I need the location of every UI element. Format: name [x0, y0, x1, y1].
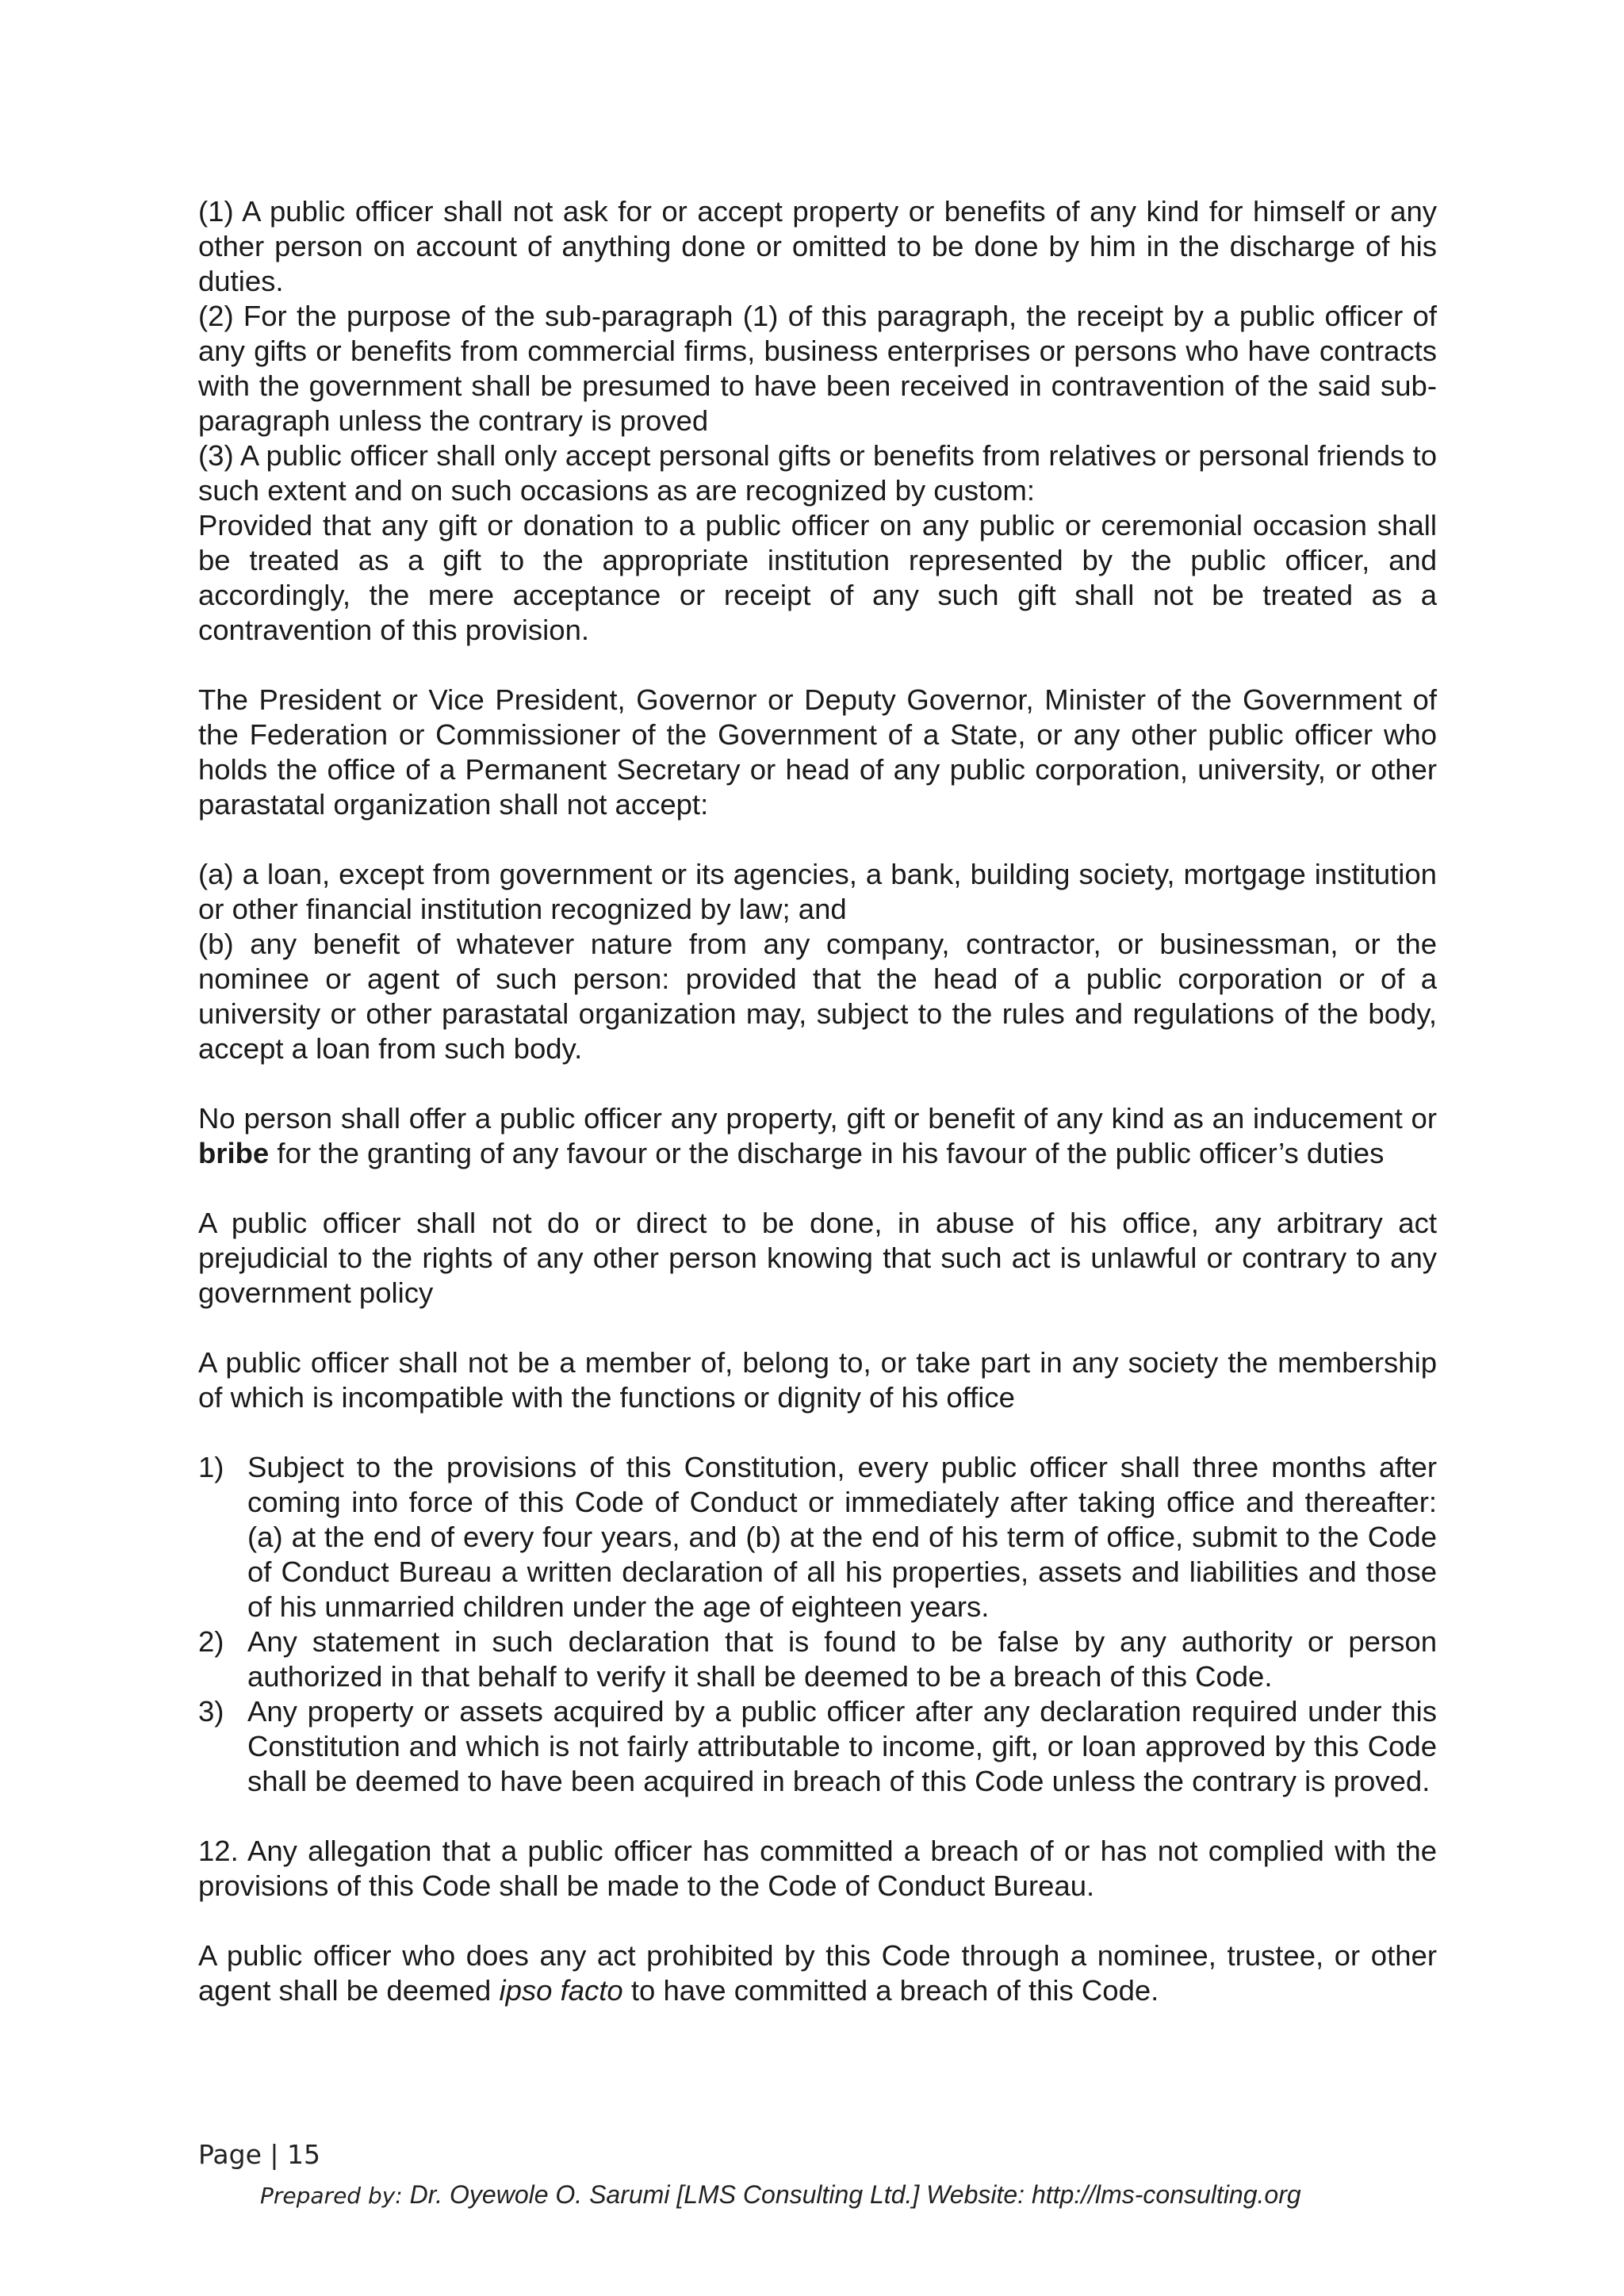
list-item-number: 3) — [198, 1695, 224, 1728]
spacer — [198, 648, 1437, 683]
spacer — [198, 1066, 1437, 1101]
page-body — [198, 194, 1437, 2008]
nominee-text-after: to have committed a breach of this Code. — [622, 1974, 1159, 2007]
paragraph-a-loan: (a) a loan, except from government or its agencies, a bank, building society, mortgage institution or other financial institution recognized by law; and — [198, 858, 1437, 925]
paragraph-nominee — [198, 1938, 1437, 2008]
ipso-facto-italic: ipso facto — [499, 1974, 623, 2007]
bribe-bold-word: bribe — [198, 1137, 270, 1169]
bribe-text-before: No person shall offer a public officer any property, gift or benefit of any kind as an inducement or — [198, 1102, 1437, 1135]
list-item-text: Subject to the provisions of this Constitution, every public officer shall three months after coming into force of this Code of Conduct or immediately after taking office and thereafter: (a) at the end of every four years, and (b) at the end of his term of office, submit to the Code of Conduct Bureau a written declaration of all his properties, assets and liabilities and those of his unmarried children under the age of eighteen years. — [247, 1451, 1437, 1623]
spacer — [198, 1171, 1437, 1206]
paragraph-abuse-of-office: A public officer shall not do or direct to be done, in abuse of his office, any arbitrary act prejudicial to the rights of any other person knowing that such act is unlawful or contrary to any government policy — [198, 1207, 1437, 1309]
paragraph-allegation: 12. Any allegation that a public officer has committed a breach of or has not complied with the provisions of this Code shall be made to the Code of Conduct Bureau. — [198, 1835, 1437, 1902]
paragraph-3: (3) A public officer shall only accept personal gifts or benefits from relatives or personal friends to such extent and on such occasions as are recognized by custom: — [198, 439, 1437, 507]
list-item-number: 2) — [198, 1625, 224, 1658]
list-item — [198, 1624, 1437, 1694]
paragraph-officials: The President or Vice President, Governor or Deputy Governor, Minister of the Government of the Federation or Commissioner of the Government of a State, or any other public officer who holds the office of a Permanent Secretary or head of any public corporation, university, or other parastatal organization shall not accept: — [198, 683, 1437, 821]
bribe-text-after: for the granting of any favour or the discharge in his favour of the public officer’s duties — [269, 1137, 1385, 1169]
list-item-text: Any property or assets acquired by a public officer after any declaration required under this Constitution and which is not fairly attributable to income, gift, or loan approved by this Code shall be deemed to have been acquired in breach of this Code unless the contrary is proved. — [247, 1695, 1437, 1797]
spacer — [198, 1311, 1437, 1345]
paragraph-1: (1) A public officer shall not ask for or accept property or benefits of any kind for himself or any other person on account of anything done or omitted to be done by him in the discharge of his duties. — [198, 195, 1437, 297]
page-number: Page | 15 — [198, 2139, 320, 2170]
spacer — [198, 1904, 1437, 1938]
declaration-list — [198, 1450, 1437, 1799]
nominee-text-before: A public officer who does any act prohibited by this Code through a nominee, trustee, or other agent shall be deemed — [198, 1939, 1437, 2007]
list-item-number: 1) — [198, 1451, 224, 1483]
paragraph-2: (2) For the purpose of the sub-paragraph (1) of this paragraph, the receipt by a public officer of any gifts or benefits from commercial firms, business enterprises or persons who have contracts with the government shall be presumed to have been received in contravention of the said sub-paragraph unless the contrary is proved — [198, 300, 1437, 437]
spacer — [198, 1415, 1437, 1450]
spacer — [198, 822, 1437, 857]
prepared-by-footer — [260, 2180, 1301, 2210]
paragraph-bribe — [198, 1101, 1437, 1171]
spacer — [198, 1799, 1437, 1834]
list-item — [198, 1450, 1437, 1624]
paragraph-proviso: Provided that any gift or donation to a public officer on any public or ceremonial occasion shall be treated as a gift to the appropriate institution represented by the public officer, and accordingly, the mere acceptance or receipt of any such gift shall not be treated as a contravention of this provision. — [198, 509, 1437, 646]
paragraph-b-benefit: (b) any benefit of whatever nature from any company, contractor, or businessman, or the nominee or agent of such person: provided that the head of a public corporation or of a university or other parastatal organization may, subject to the rules and regulations of the body, accept a loan from such body. — [198, 928, 1437, 1065]
paragraph-society-membership: A public officer shall not be a member of, belong to, or take part in any society the membership of which is incompatible with the functions or dignity of his office — [198, 1346, 1437, 1414]
prepared-by-label: Prepared by: — [260, 2183, 410, 2209]
prepared-by-text: Dr. Oyewole O. Sarumi [LMS Consulting Ltd.] Website: http://lms-consulting.org — [409, 2180, 1301, 2209]
list-item-text: Any statement in such declaration that is found to be false by any authority or person authorized in that behalf to verify it shall be deemed to be a breach of this Code. — [247, 1625, 1437, 1693]
list-item — [198, 1694, 1437, 1799]
